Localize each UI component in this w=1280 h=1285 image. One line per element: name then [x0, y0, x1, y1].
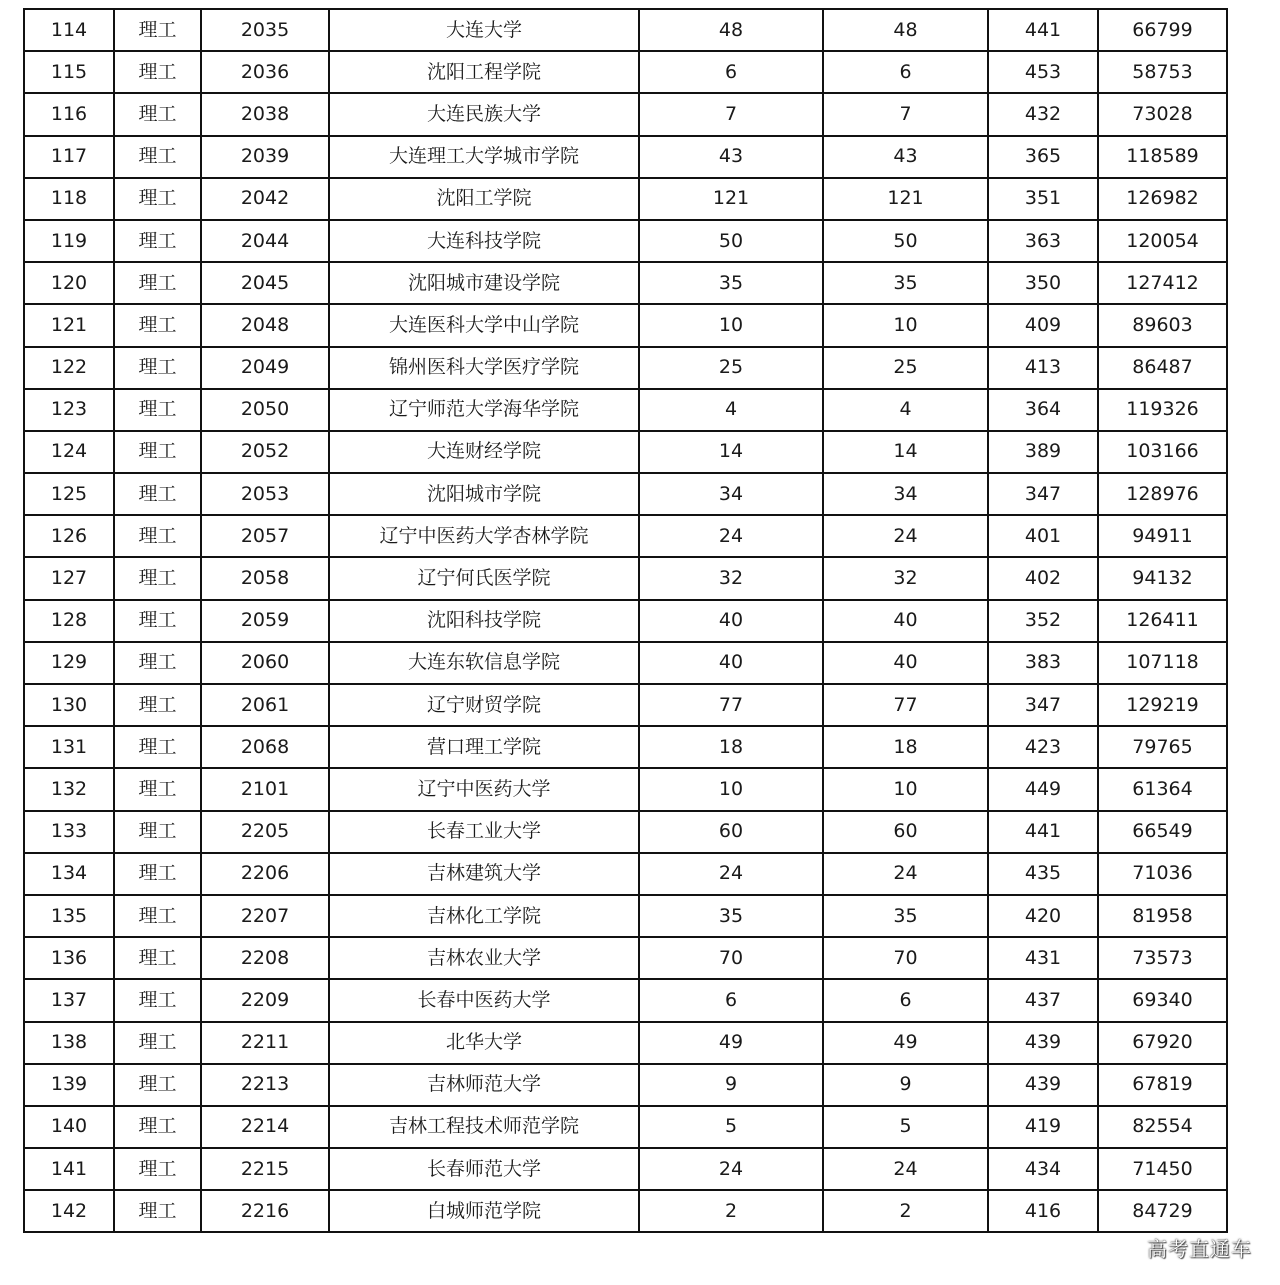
table-row [24, 811, 1227, 853]
plan-count-cell: 48 [639, 9, 823, 51]
row-index-cell: 137 [24, 979, 114, 1021]
admitted-count-cell: 50 [823, 220, 988, 262]
school-code-cell: 2215 [201, 1148, 329, 1190]
min-score-cell: 351 [988, 178, 1098, 220]
school-code-cell: 2036 [201, 51, 329, 93]
min-rank-cell: 86487 [1098, 347, 1227, 389]
row-index-cell: 131 [24, 726, 114, 768]
category-cell: 理工 [114, 93, 201, 135]
table-row [24, 304, 1227, 346]
table-row [24, 895, 1227, 937]
plan-count-cell: 4 [639, 389, 823, 431]
plan-count-cell: 10 [639, 768, 823, 810]
min-rank-cell: 120054 [1098, 220, 1227, 262]
school-name-cell: 大连民族大学 [329, 93, 639, 135]
school-name-cell: 大连大学 [329, 9, 639, 51]
school-code-cell: 2059 [201, 600, 329, 642]
table-row [24, 1022, 1227, 1064]
category-cell: 理工 [114, 684, 201, 726]
table-row [24, 93, 1227, 135]
school-name-cell: 辽宁财贸学院 [329, 684, 639, 726]
category-cell: 理工 [114, 557, 201, 599]
min-score-cell: 401 [988, 515, 1098, 557]
row-index-cell: 135 [24, 895, 114, 937]
table-row [24, 473, 1227, 515]
category-cell: 理工 [114, 304, 201, 346]
school-name-cell: 大连财经学院 [329, 431, 639, 473]
admitted-count-cell: 18 [823, 726, 988, 768]
table-row [24, 853, 1227, 895]
min-rank-cell: 118589 [1098, 136, 1227, 178]
table-row [24, 262, 1227, 304]
plan-count-cell: 6 [639, 979, 823, 1021]
min-rank-cell: 69340 [1098, 979, 1227, 1021]
school-code-cell: 2209 [201, 979, 329, 1021]
min-score-cell: 402 [988, 557, 1098, 599]
category-cell: 理工 [114, 220, 201, 262]
min-score-cell: 363 [988, 220, 1098, 262]
school-name-cell: 长春师范大学 [329, 1148, 639, 1190]
school-name-cell: 大连科技学院 [329, 220, 639, 262]
row-index-cell: 116 [24, 93, 114, 135]
admitted-count-cell: 60 [823, 811, 988, 853]
plan-count-cell: 40 [639, 600, 823, 642]
plan-count-cell: 34 [639, 473, 823, 515]
row-index-cell: 134 [24, 853, 114, 895]
category-cell: 理工 [114, 1148, 201, 1190]
table-row [24, 726, 1227, 768]
school-name-cell: 吉林化工学院 [329, 895, 639, 937]
school-code-cell: 2213 [201, 1064, 329, 1106]
school-name-cell: 大连医科大学中山学院 [329, 304, 639, 346]
category-cell: 理工 [114, 262, 201, 304]
category-cell: 理工 [114, 642, 201, 684]
school-name-cell: 白城师范学院 [329, 1190, 639, 1232]
category-cell: 理工 [114, 768, 201, 810]
min-rank-cell: 67920 [1098, 1022, 1227, 1064]
table-row [24, 557, 1227, 599]
min-score-cell: 416 [988, 1190, 1098, 1232]
min-rank-cell: 61364 [1098, 768, 1227, 810]
min-rank-cell: 103166 [1098, 431, 1227, 473]
min-score-cell: 389 [988, 431, 1098, 473]
plan-count-cell: 70 [639, 937, 823, 979]
min-rank-cell: 81958 [1098, 895, 1227, 937]
plan-count-cell: 35 [639, 895, 823, 937]
min-score-cell: 364 [988, 389, 1098, 431]
min-score-cell: 347 [988, 684, 1098, 726]
admitted-count-cell: 2 [823, 1190, 988, 1232]
min-rank-cell: 71450 [1098, 1148, 1227, 1190]
table-row [24, 178, 1227, 220]
plan-count-cell: 2 [639, 1190, 823, 1232]
min-rank-cell: 66799 [1098, 9, 1227, 51]
min-score-cell: 435 [988, 853, 1098, 895]
school-name-cell: 吉林建筑大学 [329, 853, 639, 895]
school-code-cell: 2208 [201, 937, 329, 979]
table-row [24, 684, 1227, 726]
row-index-cell: 114 [24, 9, 114, 51]
school-name-cell: 沈阳工学院 [329, 178, 639, 220]
admitted-count-cell: 14 [823, 431, 988, 473]
min-score-cell: 420 [988, 895, 1098, 937]
school-code-cell: 2211 [201, 1022, 329, 1064]
category-cell: 理工 [114, 431, 201, 473]
min-score-cell: 439 [988, 1022, 1098, 1064]
admitted-count-cell: 6 [823, 51, 988, 93]
min-score-cell: 432 [988, 93, 1098, 135]
school-code-cell: 2060 [201, 642, 329, 684]
table-row [24, 347, 1227, 389]
row-index-cell: 140 [24, 1106, 114, 1148]
min-rank-cell: 71036 [1098, 853, 1227, 895]
school-code-cell: 2042 [201, 178, 329, 220]
school-code-cell: 2044 [201, 220, 329, 262]
admitted-count-cell: 10 [823, 768, 988, 810]
category-cell: 理工 [114, 9, 201, 51]
school-name-cell: 长春中医药大学 [329, 979, 639, 1021]
min-score-cell: 365 [988, 136, 1098, 178]
min-rank-cell: 66549 [1098, 811, 1227, 853]
min-rank-cell: 73573 [1098, 937, 1227, 979]
admitted-count-cell: 35 [823, 895, 988, 937]
school-name-cell: 沈阳科技学院 [329, 600, 639, 642]
table-row [24, 1064, 1227, 1106]
school-name-cell: 锦州医科大学医疗学院 [329, 347, 639, 389]
min-rank-cell: 94911 [1098, 515, 1227, 557]
min-rank-cell: 107118 [1098, 642, 1227, 684]
table-row [24, 9, 1227, 51]
category-cell: 理工 [114, 895, 201, 937]
plan-count-cell: 60 [639, 811, 823, 853]
table-row [24, 1148, 1227, 1190]
category-cell: 理工 [114, 979, 201, 1021]
row-index-cell: 127 [24, 557, 114, 599]
admitted-count-cell: 24 [823, 853, 988, 895]
min-score-cell: 434 [988, 1148, 1098, 1190]
school-name-cell: 营口理工学院 [329, 726, 639, 768]
table-body [24, 9, 1227, 1232]
admitted-count-cell: 24 [823, 1148, 988, 1190]
category-cell: 理工 [114, 178, 201, 220]
row-index-cell: 139 [24, 1064, 114, 1106]
plan-count-cell: 9 [639, 1064, 823, 1106]
school-name-cell: 吉林农业大学 [329, 937, 639, 979]
row-index-cell: 130 [24, 684, 114, 726]
admission-table [23, 8, 1228, 1233]
plan-count-cell: 5 [639, 1106, 823, 1148]
min-rank-cell: 58753 [1098, 51, 1227, 93]
school-code-cell: 2052 [201, 431, 329, 473]
plan-count-cell: 6 [639, 51, 823, 93]
row-index-cell: 120 [24, 262, 114, 304]
row-index-cell: 124 [24, 431, 114, 473]
min-rank-cell: 79765 [1098, 726, 1227, 768]
school-code-cell: 2045 [201, 262, 329, 304]
school-name-cell: 大连理工大学城市学院 [329, 136, 639, 178]
min-score-cell: 419 [988, 1106, 1098, 1148]
school-code-cell: 2206 [201, 853, 329, 895]
admitted-count-cell: 6 [823, 979, 988, 1021]
plan-count-cell: 25 [639, 347, 823, 389]
table-row [24, 136, 1227, 178]
row-index-cell: 122 [24, 347, 114, 389]
school-name-cell: 吉林工程技术师范学院 [329, 1106, 639, 1148]
row-index-cell: 136 [24, 937, 114, 979]
school-code-cell: 2050 [201, 389, 329, 431]
row-index-cell: 132 [24, 768, 114, 810]
admitted-count-cell: 40 [823, 600, 988, 642]
school-code-cell: 2049 [201, 347, 329, 389]
category-cell: 理工 [114, 811, 201, 853]
row-index-cell: 138 [24, 1022, 114, 1064]
plan-count-cell: 77 [639, 684, 823, 726]
admitted-count-cell: 10 [823, 304, 988, 346]
min-score-cell: 352 [988, 600, 1098, 642]
category-cell: 理工 [114, 853, 201, 895]
min-score-cell: 347 [988, 473, 1098, 515]
min-rank-cell: 94132 [1098, 557, 1227, 599]
school-code-cell: 2061 [201, 684, 329, 726]
category-cell: 理工 [114, 1022, 201, 1064]
table-row [24, 768, 1227, 810]
plan-count-cell: 49 [639, 1022, 823, 1064]
category-cell: 理工 [114, 347, 201, 389]
category-cell: 理工 [114, 600, 201, 642]
admitted-count-cell: 49 [823, 1022, 988, 1064]
table-row [24, 220, 1227, 262]
plan-count-cell: 40 [639, 642, 823, 684]
min-rank-cell: 126982 [1098, 178, 1227, 220]
plan-count-cell: 24 [639, 853, 823, 895]
min-score-cell: 350 [988, 262, 1098, 304]
min-rank-cell: 129219 [1098, 684, 1227, 726]
table-row [24, 979, 1227, 1021]
min-score-cell: 449 [988, 768, 1098, 810]
school-code-cell: 2035 [201, 9, 329, 51]
school-name-cell: 沈阳工程学院 [329, 51, 639, 93]
school-code-cell: 2048 [201, 304, 329, 346]
school-code-cell: 2053 [201, 473, 329, 515]
min-rank-cell: 73028 [1098, 93, 1227, 135]
min-score-cell: 441 [988, 9, 1098, 51]
school-name-cell: 沈阳城市建设学院 [329, 262, 639, 304]
school-name-cell: 辽宁何氏医学院 [329, 557, 639, 599]
category-cell: 理工 [114, 389, 201, 431]
min-rank-cell: 126411 [1098, 600, 1227, 642]
plan-count-cell: 7 [639, 93, 823, 135]
table-row [24, 1106, 1227, 1148]
table-row [24, 600, 1227, 642]
row-index-cell: 129 [24, 642, 114, 684]
table-row [24, 431, 1227, 473]
min-rank-cell: 89603 [1098, 304, 1227, 346]
row-index-cell: 123 [24, 389, 114, 431]
category-cell: 理工 [114, 1190, 201, 1232]
school-name-cell: 沈阳城市学院 [329, 473, 639, 515]
min-score-cell: 413 [988, 347, 1098, 389]
school-name-cell: 辽宁师范大学海华学院 [329, 389, 639, 431]
admitted-count-cell: 4 [823, 389, 988, 431]
min-rank-cell: 84729 [1098, 1190, 1227, 1232]
category-cell: 理工 [114, 1106, 201, 1148]
table-row [24, 1190, 1227, 1232]
admitted-count-cell: 32 [823, 557, 988, 599]
row-index-cell: 117 [24, 136, 114, 178]
min-rank-cell: 128976 [1098, 473, 1227, 515]
row-index-cell: 115 [24, 51, 114, 93]
min-score-cell: 439 [988, 1064, 1098, 1106]
row-index-cell: 126 [24, 515, 114, 557]
row-index-cell: 121 [24, 304, 114, 346]
plan-count-cell: 24 [639, 515, 823, 557]
category-cell: 理工 [114, 1064, 201, 1106]
admitted-count-cell: 121 [823, 178, 988, 220]
plan-count-cell: 18 [639, 726, 823, 768]
admitted-count-cell: 9 [823, 1064, 988, 1106]
category-cell: 理工 [114, 473, 201, 515]
watermark: 高考直通车 [1147, 1237, 1252, 1261]
min-score-cell: 423 [988, 726, 1098, 768]
school-name-cell: 北华大学 [329, 1022, 639, 1064]
admitted-count-cell: 24 [823, 515, 988, 557]
admitted-count-cell: 40 [823, 642, 988, 684]
school-name-cell: 大连东软信息学院 [329, 642, 639, 684]
school-code-cell: 2207 [201, 895, 329, 937]
plan-count-cell: 50 [639, 220, 823, 262]
row-index-cell: 119 [24, 220, 114, 262]
admitted-count-cell: 25 [823, 347, 988, 389]
admitted-count-cell: 43 [823, 136, 988, 178]
category-cell: 理工 [114, 726, 201, 768]
school-name-cell: 吉林师范大学 [329, 1064, 639, 1106]
row-index-cell: 128 [24, 600, 114, 642]
min-rank-cell: 67819 [1098, 1064, 1227, 1106]
row-index-cell: 142 [24, 1190, 114, 1232]
category-cell: 理工 [114, 515, 201, 557]
plan-count-cell: 10 [639, 304, 823, 346]
school-code-cell: 2039 [201, 136, 329, 178]
school-code-cell: 2058 [201, 557, 329, 599]
admission-table-container [23, 8, 1226, 1233]
plan-count-cell: 32 [639, 557, 823, 599]
plan-count-cell: 43 [639, 136, 823, 178]
school-code-cell: 2038 [201, 93, 329, 135]
min-score-cell: 441 [988, 811, 1098, 853]
min-score-cell: 453 [988, 51, 1098, 93]
plan-count-cell: 121 [639, 178, 823, 220]
table-row [24, 515, 1227, 557]
school-code-cell: 2216 [201, 1190, 329, 1232]
admitted-count-cell: 48 [823, 9, 988, 51]
school-code-cell: 2101 [201, 768, 329, 810]
table-row [24, 389, 1227, 431]
school-name-cell: 辽宁中医药大学 [329, 768, 639, 810]
min-rank-cell: 82554 [1098, 1106, 1227, 1148]
school-code-cell: 2057 [201, 515, 329, 557]
admitted-count-cell: 35 [823, 262, 988, 304]
table-row [24, 642, 1227, 684]
admitted-count-cell: 77 [823, 684, 988, 726]
school-name-cell: 长春工业大学 [329, 811, 639, 853]
school-code-cell: 2068 [201, 726, 329, 768]
admitted-count-cell: 70 [823, 937, 988, 979]
row-index-cell: 118 [24, 178, 114, 220]
min-score-cell: 409 [988, 304, 1098, 346]
category-cell: 理工 [114, 51, 201, 93]
school-code-cell: 2214 [201, 1106, 329, 1148]
min-score-cell: 383 [988, 642, 1098, 684]
admitted-count-cell: 34 [823, 473, 988, 515]
table-row [24, 51, 1227, 93]
admitted-count-cell: 7 [823, 93, 988, 135]
table-row [24, 937, 1227, 979]
row-index-cell: 141 [24, 1148, 114, 1190]
plan-count-cell: 35 [639, 262, 823, 304]
school-code-cell: 2205 [201, 811, 329, 853]
category-cell: 理工 [114, 937, 201, 979]
row-index-cell: 133 [24, 811, 114, 853]
plan-count-cell: 14 [639, 431, 823, 473]
school-name-cell: 辽宁中医药大学杏林学院 [329, 515, 639, 557]
admitted-count-cell: 5 [823, 1106, 988, 1148]
min-score-cell: 431 [988, 937, 1098, 979]
category-cell: 理工 [114, 136, 201, 178]
min-score-cell: 437 [988, 979, 1098, 1021]
min-rank-cell: 119326 [1098, 389, 1227, 431]
plan-count-cell: 24 [639, 1148, 823, 1190]
min-rank-cell: 127412 [1098, 262, 1227, 304]
row-index-cell: 125 [24, 473, 114, 515]
